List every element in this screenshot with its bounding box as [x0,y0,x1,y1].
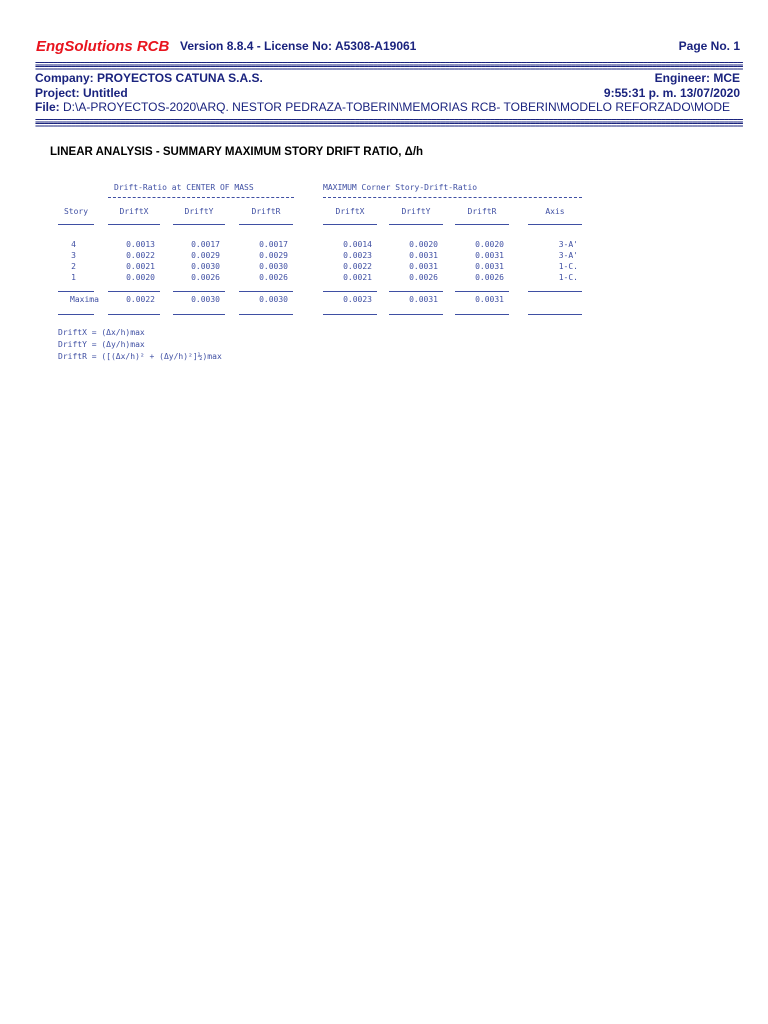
cell-value: 0.0026 [259,273,288,282]
report-title: LINEAR ANALYSIS - SUMMARY MAXIMUM STORY DRIFT RATIO, Δ/h [50,146,424,158]
row-divider [173,291,225,292]
engineer-label: Engineer: MCE [654,71,740,85]
col-underline [239,224,293,225]
cell-value: 0.0031 [475,295,504,304]
cell-value: 0.0026 [191,273,220,282]
row-divider [528,291,582,292]
cell-story: 4 [71,240,76,249]
file-line [35,100,768,114]
cell-value: 0.0031 [409,295,438,304]
group-underline [108,197,294,198]
row-divider [108,314,160,315]
row-divider [173,314,225,315]
cell-value: 0.0023 [343,251,372,260]
cell-value: 0.0031 [475,251,504,260]
row-divider [455,291,509,292]
col-underline [173,224,225,225]
col-header-driftr-cm: DriftR [251,207,281,216]
cell-value: 0.0029 [191,251,220,260]
cell-value: 0.0020 [475,240,504,249]
col-header-axis: Axis [545,207,565,216]
col-header-driftx-corner: DriftX [335,207,365,216]
group-underline [323,197,582,198]
cell-value: 0.0020 [126,273,155,282]
legend-driftx: DriftX = (Δx/h)max [58,328,145,337]
cell-value: 0.0030 [191,295,220,304]
cell-value: 0.0021 [126,262,155,271]
app-brand: EngSolutions RCB [36,38,170,55]
col-header-drifty-corner: DriftY [401,207,431,216]
maxima-label: Maxima [70,295,99,304]
company-label: Company: PROYECTOS CATUNA S.A.S. [35,71,263,85]
col-header-story: Story [63,207,89,216]
row-divider [455,314,509,315]
cell-value: 0.0017 [259,240,288,249]
row-divider [58,291,94,292]
row-divider [323,291,377,292]
cell-value: 0.0030 [259,262,288,271]
col-header-drifty-cm: DriftY [184,207,214,216]
legend-drifty: DriftY = (Δy/h)max [58,340,145,349]
cell-value: 0.0017 [191,240,220,249]
cell-axis: 1-C. [558,273,578,282]
cell-value: 0.0023 [343,295,372,304]
cell-value: 0.0030 [191,262,220,271]
cell-story: 2 [71,262,76,271]
cell-value: 0.0031 [409,251,438,260]
col-underline [108,224,160,225]
row-divider [323,314,377,315]
legend-driftr: DriftR = ([(Δx/h)² + (Δy/h)²]½)max [58,352,222,361]
col-underline [528,224,582,225]
file-label: File: [35,100,60,114]
cell-value: 0.0022 [126,295,155,304]
col-underline [58,224,94,225]
cell-value: 0.0031 [409,262,438,271]
cell-value: 0.0020 [409,240,438,249]
cell-value: 0.0030 [259,295,288,304]
cell-value: 0.0022 [343,262,372,271]
cell-value: 0.0022 [126,251,155,260]
page-number: Page No. 1 [678,39,740,53]
cell-value: 0.0029 [259,251,288,260]
project-label: Project: Untitled [35,86,128,100]
row-divider [389,314,443,315]
cell-value: 0.0026 [409,273,438,282]
cell-axis: 3-A' [558,240,578,249]
col-header-driftr-corner: DriftR [467,207,497,216]
cell-story: 3 [71,251,76,260]
col-underline [323,224,377,225]
cell-value: 0.0031 [475,262,504,271]
row-divider [58,314,94,315]
row-divider [528,314,582,315]
file-path: D:\A-PROYECTOS-2020\ARQ. NESTOR PEDRAZA-TOBERIN\MEMORIAS RCB- TOBERIN\MODELO REFORZADO\MODE [63,100,731,114]
cell-axis: 1-C. [558,262,578,271]
col-underline [389,224,443,225]
row-divider [389,291,443,292]
cell-axis: 3-A' [558,251,578,260]
group-header-corner: MAXIMUM Corner Story-Drift-Ratio [323,183,478,192]
col-header-driftx-cm: DriftX [119,207,149,216]
version-license: Version 8.8.4 - License No: A5308-A19061 [180,39,417,53]
cell-value: 0.0013 [126,240,155,249]
row-divider [239,314,293,315]
cell-story: 1 [71,273,76,282]
cell-value: 0.0014 [343,240,372,249]
report-datetime: 9:55:31 p. m. 13/07/2020 [603,86,740,100]
col-underline [455,224,509,225]
cell-value: 0.0026 [475,273,504,282]
row-divider [239,291,293,292]
group-header-center: Drift-Ratio at CENTER OF MASS [114,183,254,192]
separator-rule [35,123,743,129]
row-divider [108,291,160,292]
cell-value: 0.0021 [343,273,372,282]
